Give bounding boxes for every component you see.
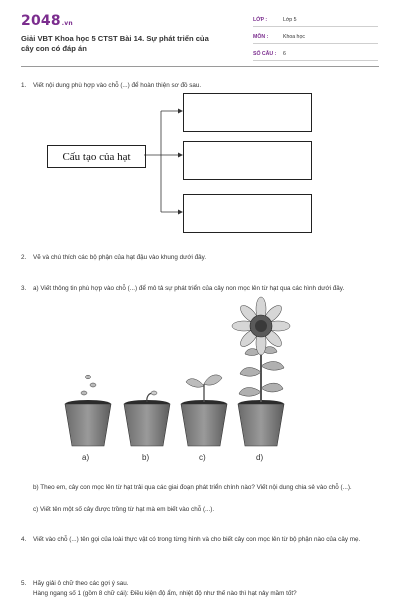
meta-key: SỐ CÂU : xyxy=(253,51,277,57)
question-5 xyxy=(21,579,381,599)
plant-label-c: c) xyxy=(199,453,206,462)
question-number: 4. xyxy=(21,536,27,543)
plant-label-d: d) xyxy=(256,453,264,462)
question-text: Hãy giải ô chữ theo các gợi ý sau. xyxy=(33,580,129,587)
meta-value: Lớp 5 xyxy=(283,17,297,23)
document-title: Giải VBT Khoa học 5 CTST Bài 14. Sự phát triển của cây con có đáp án xyxy=(21,34,209,53)
plant-label-a: a) xyxy=(82,453,90,462)
question-number: 3. xyxy=(21,285,27,292)
pot-a xyxy=(65,375,111,446)
logo-suffix: .vn xyxy=(61,20,73,27)
question-text: a) Viết thông tin phù hợp vào chỗ (...) để mô tả sự phát triển của cây non mọc lên từ hạt qua các hình dưới đây. xyxy=(33,285,345,292)
meta-value: 6 xyxy=(283,51,286,57)
question-text: Vẽ và chú thích các bộ phận của hạt đậu vào khung dưới đây. xyxy=(33,254,207,261)
pot-c xyxy=(181,375,227,446)
question-number: 2. xyxy=(21,254,27,261)
question-number: 5. xyxy=(21,580,27,587)
pot-b xyxy=(124,391,170,446)
question-4 xyxy=(21,535,381,545)
question-text: Viết vào chỗ (...) tên gọi của loài thực vật có trong từng hình và cho biết cây con mọc lên từ bộ phận nào của cây mẹ. xyxy=(33,536,361,543)
meta-key: LỚP : xyxy=(253,17,268,23)
question-text-line2: Hàng ngang số 1 (gồm 8 chữ cái): Điều kiện độ ẩm, nhiệt độ như thế nào thì hạt nảy mầm tốt? xyxy=(33,590,297,597)
logo-text: 2048 xyxy=(21,13,61,29)
question-number: 1. xyxy=(21,82,27,89)
meta-key: MÔN : xyxy=(253,34,269,40)
meta-value: Khoa học xyxy=(283,34,305,40)
question-text: b) Theo em, cây con mọc lên từ hạt trải qua các giai đoạn phát triển chính nào? Viết nội dung chia sẻ vào chỗ (...). xyxy=(33,484,352,491)
seed-structure-box: Cấu tạo của hạt xyxy=(47,145,146,168)
question-text: c) Viết tên một số cây được trồng từ hạt mà em biết vào chỗ (...). xyxy=(33,506,215,513)
question-3c xyxy=(21,505,381,515)
plant-label-b: b) xyxy=(142,453,150,462)
question-text: Viết nội dung phù hợp vào chỗ (...) để hoàn thiện sơ đồ sau. xyxy=(33,82,202,89)
pot-d xyxy=(232,297,290,446)
question-3b xyxy=(21,483,381,493)
